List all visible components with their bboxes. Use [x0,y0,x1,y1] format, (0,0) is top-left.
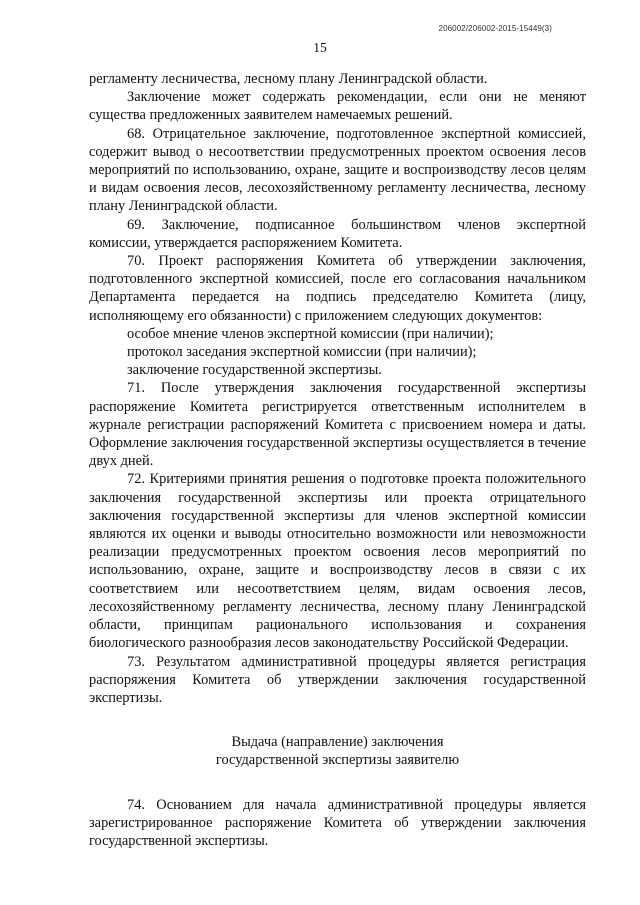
list-item: заключение государственной экспертизы. [127,362,382,379]
paragraph-72: 72. Критериями принятия решения о подготовке проекта положительного заключения государственной экспертизы или проекта отрицательного заключения государственной экспертизы для членов экспертной комиссии являются их оценки и выводы относительно возможности или невозможности реализации предусмотренных проектом освоения лесов мероприятий по использованию, охране, защите и воспроизводству лесов в связи с их соответствием или несоответствием целям, видам освоения лесов, лесохозяйственному регламенту лесничества, лесному плану Ленинградской области, принципам рационального использования и сохранения биологического разнообразия лесов законодательству Российской Федерации. [89,471,586,652]
paragraph-74: 74. Основанием для начала административной процедуры является зарегистрированное распоряжение Комитета об утверждении заключения государственной экспертизы. [89,796,586,849]
section-heading-line-1: Выдача (направление) заключения [231,734,444,751]
document-id: 206002/206002-2015-15449(3) [438,24,552,33]
scan-noise-divider [120,884,540,890]
document-body [89,70,586,850]
page-number: 15 [313,40,327,55]
paragraph-68: 68. Отрицательное заключение, подготовленное экспертной комиссией, содержит вывод о несоответствии предусмотренных проектом освоения лесов мероприятий по использованию, охране, защите и воспроизводству лесов целям и видам освоения лесов, лесохозяйственному регламенту лесничества, лесному плану Ленинградской области. [89,125,586,215]
paragraph-69: 69. Заключение, подписанное большинством членов экспертной комиссии, утверждается распоряжением Комитета. [89,216,586,251]
list-item: протокол заседания экспертной комиссии (при наличии); [127,344,477,361]
section-heading-line-2: государственной экспертизы заявителю [215,752,460,769]
list-item: особое мнение членов экспертной комиссии (при наличии); [127,325,494,342]
section-heading [89,733,586,769]
paragraph-recommendations: Заключение может содержать рекомендации, если они не меняют существа предложенных заявителем намечаемых решений. [89,89,586,124]
paragraph-continuation: регламенту лесничества, лесному плану Ленинградской области. [89,71,488,87]
paragraph-73: 73. Результатом административной процедуры является регистрация распоряжения Комитета об утверждении заключения государственной экспертизы. [89,653,586,706]
paragraph-71: 71. После утверждения заключения государственной экспертизы распоряжение Комитета регистрируется ответственным исполнителем в журнале регистрации распоряжений Комитета с присвоением номера и даты. Оформление заключения государственной экспертизы осуществляется в течение двух дней. [89,380,586,470]
paragraph-70: 70. Проект распоряжения Комитета об утверждении заключения, подготовленного экспертной комиссией, после его согласования начальником Департамента передается на подпись председателю Комитета (лицу, исполняющему его обязанности) с приложением следующих документов: [89,253,586,324]
